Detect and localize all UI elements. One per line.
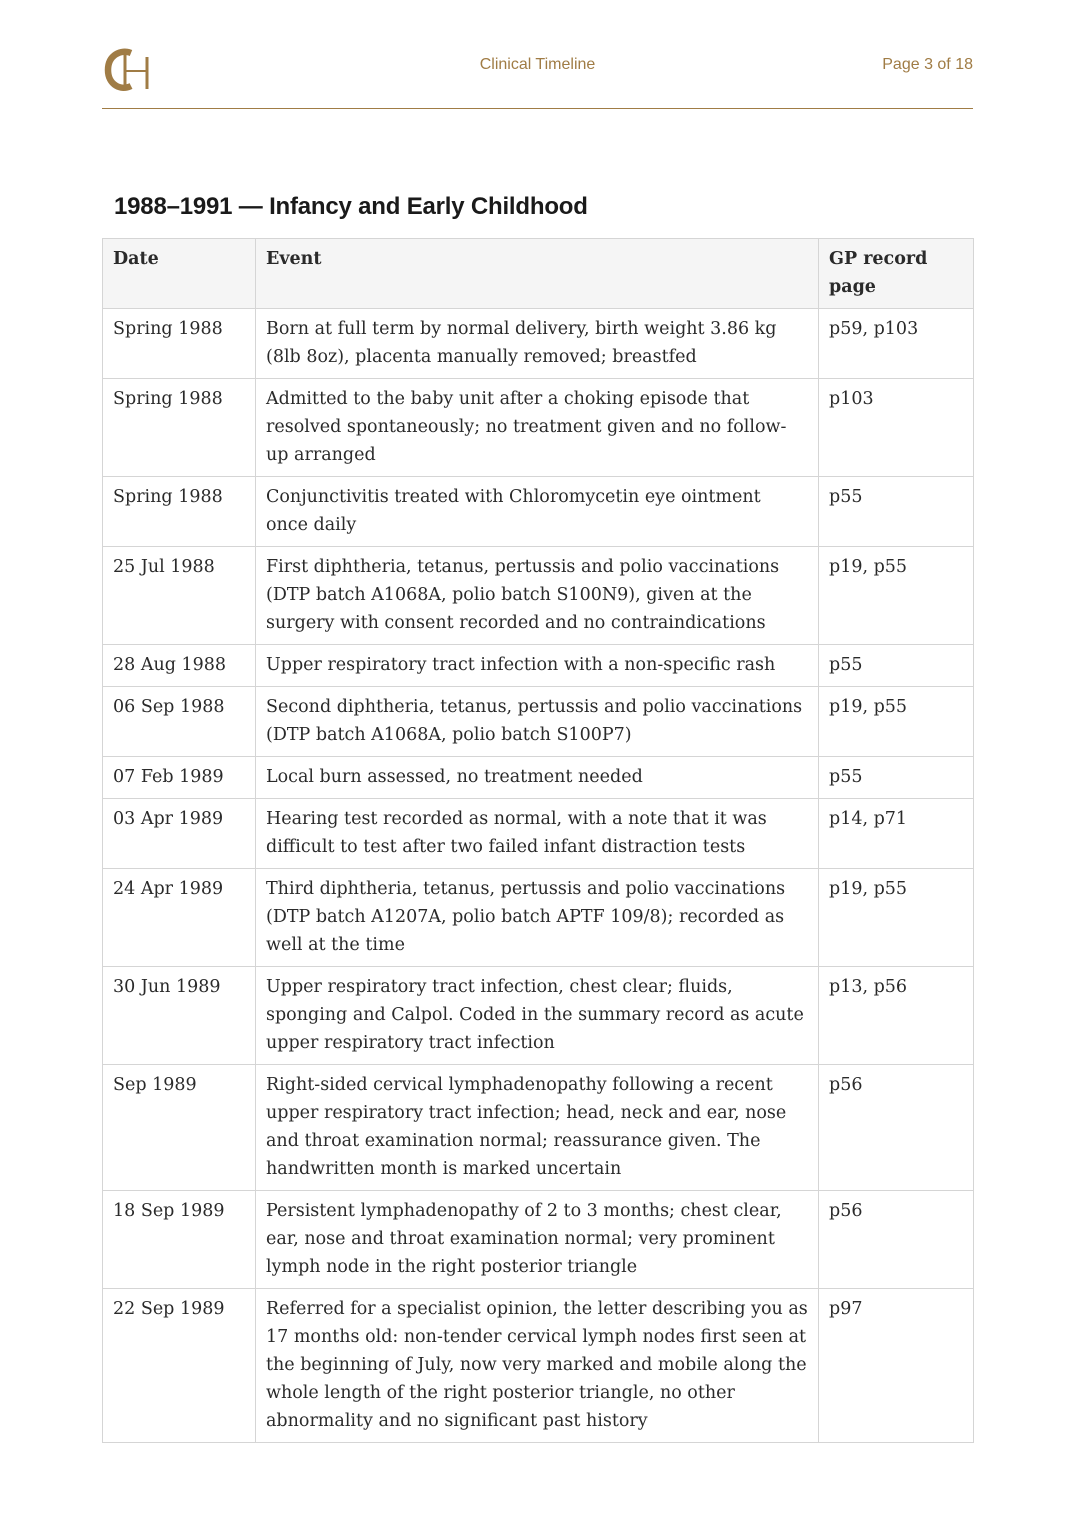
- document-title: Clinical Timeline: [479, 56, 596, 73]
- date-cell: 22 Sep 1989: [103, 1289, 256, 1443]
- section-heading: 1988–1991 — Infancy and Early Childhood: [114, 193, 588, 220]
- date-cell: 25 Jul 1988: [103, 547, 256, 645]
- table-row: [103, 645, 974, 687]
- event-cell: Conjunctivitis treated with Chloromycetin eye ointment once daily: [256, 477, 819, 547]
- gp-record-page-cell: p97: [819, 1289, 974, 1443]
- gp-record-page-cell: p55: [819, 645, 974, 687]
- table-row: [103, 1065, 974, 1191]
- date-cell: 24 Apr 1989: [103, 869, 256, 967]
- date-cell: Sep 1989: [103, 1065, 256, 1191]
- event-cell: Local burn assessed, no treatment needed: [256, 757, 819, 799]
- column-header-event: Event: [256, 239, 819, 309]
- gp-record-page-cell: p56: [819, 1191, 974, 1289]
- page-number: Page 3 of 18: [882, 56, 973, 73]
- event-cell: Referred for a specialist opinion, the letter describing you as 17 months old: non-tender cervical lymph nodes first seen at the beginning of July, now very marked and mobile along the whole length of the right posterior triangle, no other abnormality and no significant past history: [256, 1289, 819, 1443]
- gp-record-page-cell: p59, p103: [819, 309, 974, 379]
- gp-record-page-cell: p19, p55: [819, 687, 974, 757]
- event-cell: Upper respiratory tract infection, chest clear; fluids, sponging and Calpol. Coded in the summary record as acute upper respiratory tract infection: [256, 967, 819, 1065]
- date-cell: 28 Aug 1988: [103, 645, 256, 687]
- event-cell: Upper respiratory tract infection with a non-specific rash: [256, 645, 819, 687]
- table-row: [103, 869, 974, 967]
- event-cell: Second diphtheria, tetanus, pertussis and polio vaccinations (DTP batch A1068A, polio batch S100P7): [256, 687, 819, 757]
- table-row: [103, 1289, 974, 1443]
- event-cell: Admitted to the baby unit after a choking episode that resolved spontaneously; no treatment given and no follow-up arranged: [256, 379, 819, 477]
- table-row: [103, 1191, 974, 1289]
- gp-record-page-cell: p13, p56: [819, 967, 974, 1065]
- gp-record-page-cell: p56: [819, 1065, 974, 1191]
- timeline-rows: [103, 309, 974, 1443]
- event-cell: Born at full term by normal delivery, birth weight 3.86 kg (8lb 8oz), placenta manually removed; breastfed: [256, 309, 819, 379]
- table-row: [103, 799, 974, 869]
- date-cell: 18 Sep 1989: [103, 1191, 256, 1289]
- date-cell: 30 Jun 1989: [103, 967, 256, 1065]
- table-row: [103, 477, 974, 547]
- date-cell: 06 Sep 1988: [103, 687, 256, 757]
- event-cell: Persistent lymphadenopathy of 2 to 3 months; chest clear, ear, nose and throat examination normal; very prominent lymph node in the right posterior triangle: [256, 1191, 819, 1289]
- table-row: [103, 757, 974, 799]
- column-header-gp-record-page: GP record page: [819, 239, 974, 309]
- page-header: [102, 40, 973, 109]
- gp-record-page-cell: p19, p55: [819, 869, 974, 967]
- gp-record-page-cell: p55: [819, 477, 974, 547]
- table-row: [103, 547, 974, 645]
- column-header-date: Date: [103, 239, 256, 309]
- table-header-row: [103, 239, 974, 309]
- table-row: [103, 687, 974, 757]
- gp-record-page-cell: p103: [819, 379, 974, 477]
- date-cell: Spring 1988: [103, 379, 256, 477]
- gp-record-page-cell: p55: [819, 757, 974, 799]
- date-cell: Spring 1988: [103, 477, 256, 547]
- table-row: [103, 379, 974, 477]
- table-row: [103, 309, 974, 379]
- event-cell: First diphtheria, tetanus, pertussis and polio vaccinations (DTP batch A1068A, polio batch S100N9), given at the surgery with consent recorded and no contraindications: [256, 547, 819, 645]
- date-cell: Spring 1988: [103, 309, 256, 379]
- event-cell: Hearing test recorded as normal, with a note that it was difficult to test after two failed infant distraction tests: [256, 799, 819, 869]
- gp-record-page-cell: p14, p71: [819, 799, 974, 869]
- event-cell: Third diphtheria, tetanus, pertussis and polio vaccinations (DTP batch A1207A, polio batch APTF 109/8); recorded as well at the time: [256, 869, 819, 967]
- table-row: [103, 967, 974, 1065]
- date-cell: 07 Feb 1989: [103, 757, 256, 799]
- date-cell: 03 Apr 1989: [103, 799, 256, 869]
- gp-record-page-cell: p19, p55: [819, 547, 974, 645]
- timeline-table: [102, 238, 974, 1443]
- event-cell: Right-sided cervical lymphadenopathy following a recent upper respiratory tract infection; head, neck and ear, nose and throat examination normal; reassurance given. The handwritten month is marked uncertain: [256, 1065, 819, 1191]
